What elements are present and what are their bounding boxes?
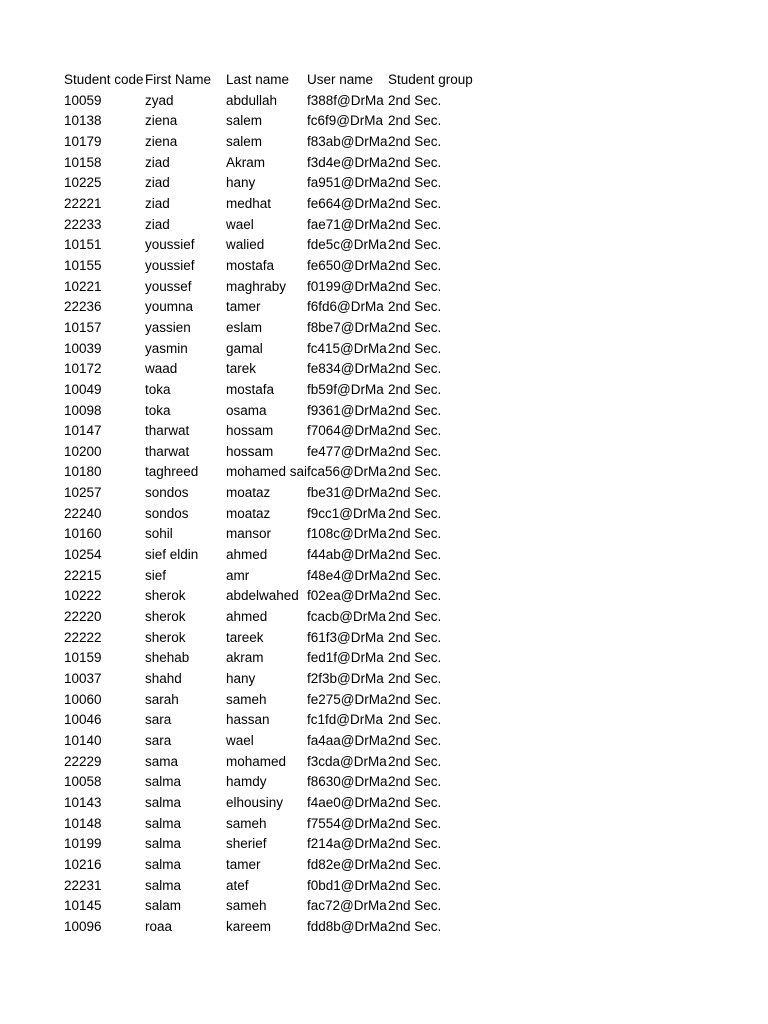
table-row (64, 917, 484, 938)
cell-first-name: roaa (145, 917, 226, 938)
cell-last-name: hossam (226, 421, 307, 442)
cell-user-name: f8be7@DrMa (307, 318, 388, 339)
cell-last-name: abdullah (226, 91, 307, 112)
cell-student-code: 10098 (64, 401, 145, 422)
cell-student-group: 2nd Sec. (388, 690, 484, 711)
cell-student-group: 2nd Sec. (388, 504, 484, 525)
cell-first-name: ziad (145, 194, 226, 215)
cell-first-name: shehab (145, 648, 226, 669)
cell-user-name: f2f3b@DrMa (307, 669, 388, 690)
cell-student-code: 10138 (64, 111, 145, 132)
table-row (64, 586, 484, 607)
cell-student-group: 2nd Sec. (388, 173, 484, 194)
cell-first-name: yasmin (145, 339, 226, 360)
cell-student-code: 22233 (64, 215, 145, 236)
cell-student-code: 10049 (64, 380, 145, 401)
cell-last-name: moataz (226, 483, 307, 504)
cell-student-group: 2nd Sec. (388, 628, 484, 649)
cell-student-group: 2nd Sec. (388, 772, 484, 793)
header-first-name: First Name (145, 70, 226, 91)
cell-student-code: 10216 (64, 855, 145, 876)
cell-last-name: hamdy (226, 772, 307, 793)
cell-last-name: elhousiny (226, 793, 307, 814)
cell-student-code: 10096 (64, 917, 145, 938)
table-row (64, 462, 484, 483)
cell-user-name: f0bd1@DrMa (307, 876, 388, 897)
cell-last-name: gamal (226, 339, 307, 360)
cell-student-code: 10222 (64, 586, 145, 607)
cell-first-name: salma (145, 793, 226, 814)
cell-student-group: 2nd Sec. (388, 483, 484, 504)
cell-last-name: osama (226, 401, 307, 422)
table-row (64, 793, 484, 814)
cell-last-name: tamer (226, 855, 307, 876)
cell-first-name: sherok (145, 628, 226, 649)
table-row (64, 297, 484, 318)
cell-first-name: tharwat (145, 442, 226, 463)
table-row (64, 421, 484, 442)
table-row (64, 235, 484, 256)
cell-student-code: 10160 (64, 524, 145, 545)
cell-first-name: salma (145, 876, 226, 897)
cell-student-group: 2nd Sec. (388, 297, 484, 318)
cell-user-name: f7554@DrMa (307, 814, 388, 835)
cell-last-name: ahmed (226, 545, 307, 566)
cell-first-name: sama (145, 752, 226, 773)
table-row (64, 607, 484, 628)
cell-student-code: 10225 (64, 173, 145, 194)
cell-last-name: salem (226, 132, 307, 153)
cell-last-name: atef (226, 876, 307, 897)
cell-student-code: 10254 (64, 545, 145, 566)
cell-last-name: mohamed sai (226, 462, 307, 483)
cell-student-group: 2nd Sec. (388, 566, 484, 587)
cell-student-code: 10172 (64, 359, 145, 380)
cell-student-group: 2nd Sec. (388, 359, 484, 380)
cell-user-name: f6fd6@DrMa (307, 297, 388, 318)
cell-student-code: 22236 (64, 297, 145, 318)
cell-student-code: 10046 (64, 710, 145, 731)
cell-user-name: f0199@DrMa (307, 277, 388, 298)
cell-student-code: 10058 (64, 772, 145, 793)
cell-first-name: sara (145, 731, 226, 752)
cell-student-code: 10147 (64, 421, 145, 442)
table-row (64, 834, 484, 855)
cell-user-name: fc6f9@DrMa (307, 111, 388, 132)
cell-last-name: sameh (226, 814, 307, 835)
cell-first-name: sherok (145, 607, 226, 628)
table-row (64, 772, 484, 793)
table-row (64, 111, 484, 132)
table-row (64, 752, 484, 773)
table-row (64, 318, 484, 339)
cell-last-name: wael (226, 215, 307, 236)
header-student-code: Student code (64, 70, 145, 91)
table-row (64, 173, 484, 194)
cell-student-group: 2nd Sec. (388, 91, 484, 112)
cell-user-name: fac72@DrMa (307, 896, 388, 917)
student-table (64, 70, 484, 938)
cell-user-name: fe650@DrMa (307, 256, 388, 277)
cell-user-name: f214a@DrMa (307, 834, 388, 855)
cell-last-name: hany (226, 173, 307, 194)
table-row (64, 710, 484, 731)
cell-first-name: ziad (145, 215, 226, 236)
cell-last-name: wael (226, 731, 307, 752)
cell-last-name: Akram (226, 153, 307, 174)
cell-student-group: 2nd Sec. (388, 462, 484, 483)
cell-first-name: sondos (145, 483, 226, 504)
cell-last-name: kareem (226, 917, 307, 938)
cell-student-group: 2nd Sec. (388, 132, 484, 153)
table-row (64, 504, 484, 525)
cell-last-name: sameh (226, 896, 307, 917)
cell-user-name: fcacb@DrMa (307, 607, 388, 628)
cell-last-name: mostafa (226, 256, 307, 277)
cell-student-code: 10157 (64, 318, 145, 339)
cell-first-name: salam (145, 896, 226, 917)
cell-student-group: 2nd Sec. (388, 235, 484, 256)
cell-student-code: 22215 (64, 566, 145, 587)
cell-last-name: akram (226, 648, 307, 669)
cell-user-name: f9cc1@DrMa (307, 504, 388, 525)
cell-student-code: 10155 (64, 256, 145, 277)
table-row (64, 277, 484, 298)
cell-user-name: fa951@DrMa (307, 173, 388, 194)
cell-last-name: amr (226, 566, 307, 587)
table-row (64, 524, 484, 545)
cell-student-group: 2nd Sec. (388, 917, 484, 938)
cell-user-name: fde5c@DrMa (307, 235, 388, 256)
cell-student-group: 2nd Sec. (388, 731, 484, 752)
cell-last-name: abdelwahed (226, 586, 307, 607)
cell-student-group: 2nd Sec. (388, 669, 484, 690)
table-row (64, 628, 484, 649)
table-row (64, 215, 484, 236)
cell-first-name: salma (145, 855, 226, 876)
cell-first-name: toka (145, 401, 226, 422)
table-row (64, 91, 484, 112)
cell-first-name: sohil (145, 524, 226, 545)
cell-student-group: 2nd Sec. (388, 318, 484, 339)
table-row (64, 545, 484, 566)
cell-first-name: sief (145, 566, 226, 587)
cell-first-name: sarah (145, 690, 226, 711)
cell-student-code: 10143 (64, 793, 145, 814)
table-row (64, 814, 484, 835)
cell-student-group: 2nd Sec. (388, 277, 484, 298)
cell-first-name: salma (145, 772, 226, 793)
cell-user-name: f48e4@DrMa (307, 566, 388, 587)
table-row (64, 731, 484, 752)
cell-first-name: sondos (145, 504, 226, 525)
cell-user-name: f83ab@DrMa (307, 132, 388, 153)
cell-first-name: ziad (145, 173, 226, 194)
table-row (64, 896, 484, 917)
cell-user-name: fe834@DrMa (307, 359, 388, 380)
cell-student-group: 2nd Sec. (388, 215, 484, 236)
table-row (64, 690, 484, 711)
cell-student-group: 2nd Sec. (388, 876, 484, 897)
cell-last-name: ahmed (226, 607, 307, 628)
cell-student-group: 2nd Sec. (388, 401, 484, 422)
cell-first-name: youmna (145, 297, 226, 318)
cell-last-name: maghraby (226, 277, 307, 298)
cell-first-name: youssief (145, 256, 226, 277)
cell-last-name: hassan (226, 710, 307, 731)
table-row (64, 359, 484, 380)
cell-user-name: fe664@DrMa (307, 194, 388, 215)
cell-last-name: hany (226, 669, 307, 690)
cell-student-group: 2nd Sec. (388, 607, 484, 628)
cell-last-name: hossam (226, 442, 307, 463)
table-row (64, 153, 484, 174)
cell-first-name: sara (145, 710, 226, 731)
cell-user-name: f61f3@DrMa (307, 628, 388, 649)
cell-student-group: 2nd Sec. (388, 896, 484, 917)
cell-student-group: 2nd Sec. (388, 111, 484, 132)
cell-last-name: mostafa (226, 380, 307, 401)
cell-last-name: mansor (226, 524, 307, 545)
cell-user-name: fbe31@DrMa (307, 483, 388, 504)
cell-student-code: 22231 (64, 876, 145, 897)
header-user-name: User name (307, 70, 388, 91)
cell-user-name: fdd8b@DrMa (307, 917, 388, 938)
cell-first-name: shahd (145, 669, 226, 690)
cell-first-name: taghreed (145, 462, 226, 483)
cell-user-name: fd82e@DrMa (307, 855, 388, 876)
cell-first-name: sherok (145, 586, 226, 607)
table-row (64, 401, 484, 422)
cell-student-code: 10145 (64, 896, 145, 917)
cell-student-code: 10039 (64, 339, 145, 360)
cell-student-code: 22229 (64, 752, 145, 773)
cell-last-name: salem (226, 111, 307, 132)
cell-first-name: youssief (145, 235, 226, 256)
cell-student-code: 10060 (64, 690, 145, 711)
cell-first-name: yassien (145, 318, 226, 339)
table-row (64, 876, 484, 897)
cell-student-group: 2nd Sec. (388, 256, 484, 277)
cell-first-name: ziena (145, 132, 226, 153)
cell-student-code: 22220 (64, 607, 145, 628)
cell-user-name: f3cda@DrMa (307, 752, 388, 773)
cell-student-group: 2nd Sec. (388, 339, 484, 360)
cell-last-name: medhat (226, 194, 307, 215)
cell-last-name: tarek (226, 359, 307, 380)
cell-student-group: 2nd Sec. (388, 752, 484, 773)
table-row (64, 339, 484, 360)
table-row (64, 442, 484, 463)
cell-last-name: moataz (226, 504, 307, 525)
cell-student-code: 10148 (64, 814, 145, 835)
cell-student-group: 2nd Sec. (388, 442, 484, 463)
header-last-name: Last name (226, 70, 307, 91)
table-row (64, 566, 484, 587)
cell-student-code: 10059 (64, 91, 145, 112)
cell-user-name: fc1fd@DrMa (307, 710, 388, 731)
cell-first-name: salma (145, 814, 226, 835)
cell-last-name: eslam (226, 318, 307, 339)
cell-last-name: walied (226, 235, 307, 256)
cell-user-name: fe275@DrMa (307, 690, 388, 711)
cell-student-group: 2nd Sec. (388, 793, 484, 814)
cell-user-name: fed1f@DrMa (307, 648, 388, 669)
table-row (64, 648, 484, 669)
cell-student-group: 2nd Sec. (388, 153, 484, 174)
cell-first-name: toka (145, 380, 226, 401)
cell-student-code: 22240 (64, 504, 145, 525)
cell-student-group: 2nd Sec. (388, 194, 484, 215)
table-body (64, 91, 484, 938)
table-row (64, 855, 484, 876)
cell-student-code: 10158 (64, 153, 145, 174)
cell-user-name: f9361@DrMa (307, 401, 388, 422)
cell-student-group: 2nd Sec. (388, 648, 484, 669)
cell-user-name: f02ea@DrMa (307, 586, 388, 607)
cell-student-group: 2nd Sec. (388, 545, 484, 566)
cell-student-group: 2nd Sec. (388, 524, 484, 545)
cell-user-name: f8630@DrMa (307, 772, 388, 793)
cell-user-name: f388f@DrMa (307, 91, 388, 112)
cell-student-code: 10221 (64, 277, 145, 298)
cell-student-code: 10180 (64, 462, 145, 483)
cell-student-code: 10199 (64, 834, 145, 855)
cell-student-group: 2nd Sec. (388, 834, 484, 855)
cell-student-code: 10179 (64, 132, 145, 153)
cell-last-name: tamer (226, 297, 307, 318)
cell-student-code: 10151 (64, 235, 145, 256)
cell-user-name: f108c@DrMa (307, 524, 388, 545)
cell-student-group: 2nd Sec. (388, 421, 484, 442)
cell-student-code: 10140 (64, 731, 145, 752)
cell-user-name: fc415@DrMa (307, 339, 388, 360)
cell-first-name: tharwat (145, 421, 226, 442)
cell-student-group: 2nd Sec. (388, 855, 484, 876)
cell-user-name: f4ae0@DrMa (307, 793, 388, 814)
cell-student-code: 10159 (64, 648, 145, 669)
cell-user-name: fb59f@DrMa (307, 380, 388, 401)
cell-student-group: 2nd Sec. (388, 586, 484, 607)
table-header-row (64, 70, 484, 91)
table-row (64, 669, 484, 690)
table-row (64, 483, 484, 504)
cell-first-name: zyad (145, 91, 226, 112)
cell-student-group: 2nd Sec. (388, 710, 484, 731)
cell-student-code: 22221 (64, 194, 145, 215)
cell-student-code: 10257 (64, 483, 145, 504)
cell-first-name: ziad (145, 153, 226, 174)
cell-user-name: f3d4e@DrMa (307, 153, 388, 174)
cell-last-name: sameh (226, 690, 307, 711)
cell-user-name: fe477@DrMa (307, 442, 388, 463)
table-row (64, 256, 484, 277)
cell-student-code: 10037 (64, 669, 145, 690)
cell-student-group: 2nd Sec. (388, 814, 484, 835)
table-row (64, 194, 484, 215)
cell-first-name: youssef (145, 277, 226, 298)
cell-student-code: 10200 (64, 442, 145, 463)
cell-user-name: fca56@DrMa (307, 462, 388, 483)
cell-last-name: tareek (226, 628, 307, 649)
header-student-group: Student group (388, 70, 484, 91)
cell-first-name: waad (145, 359, 226, 380)
cell-user-name: fae71@DrMa (307, 215, 388, 236)
cell-first-name: sief eldin (145, 545, 226, 566)
table-row (64, 132, 484, 153)
cell-user-name: f44ab@DrMa (307, 545, 388, 566)
table-row (64, 380, 484, 401)
cell-last-name: mohamed (226, 752, 307, 773)
cell-student-group: 2nd Sec. (388, 380, 484, 401)
cell-user-name: f7064@DrMa (307, 421, 388, 442)
cell-student-code: 22222 (64, 628, 145, 649)
cell-first-name: ziena (145, 111, 226, 132)
cell-user-name: fa4aa@DrMa (307, 731, 388, 752)
cell-first-name: salma (145, 834, 226, 855)
cell-last-name: sherief (226, 834, 307, 855)
